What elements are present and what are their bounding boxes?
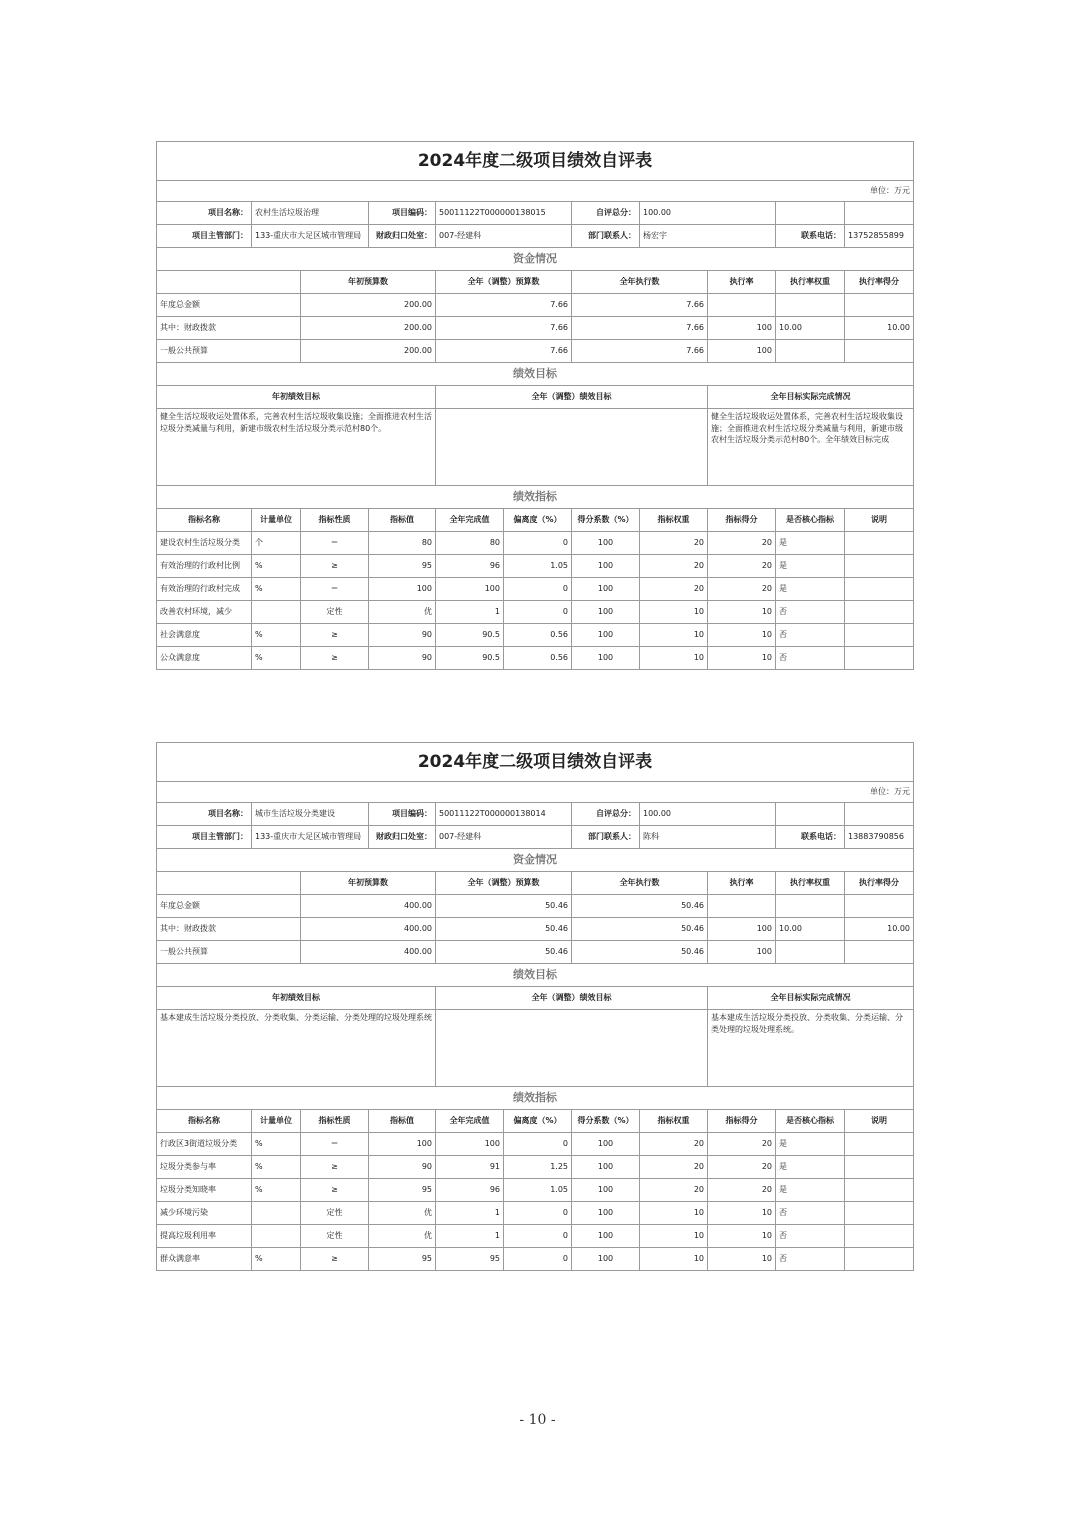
funds-cell xyxy=(845,941,914,964)
indicator-row xyxy=(157,647,914,670)
sheet-title: 2024年度二级项目绩效自评表 xyxy=(157,743,914,782)
funds-header-cell: 执行率得分 xyxy=(845,271,914,294)
indicator-cell xyxy=(845,1179,914,1202)
finance-office-label: 财政归口处室： xyxy=(369,225,436,248)
funds-header-row xyxy=(157,271,914,294)
funds-header-cell: 全年（调整）预算数 xyxy=(436,872,572,895)
indicator-cell: ≥ xyxy=(301,1248,369,1271)
funds-header-cell: 年初预算数 xyxy=(301,271,436,294)
phone-number: 13752855899 xyxy=(845,225,914,248)
indicator-cell: 减少环境污染 xyxy=(157,1202,252,1225)
funds-cell: 7.66 xyxy=(436,294,572,317)
initial-goal-text: 基本建成生活垃圾分类投放、分类收集、分类运输、分类处理的垃圾处理系统 xyxy=(157,1010,436,1087)
funds-cell: 年度总金额 xyxy=(157,895,301,918)
funds-header-cell: 全年（调整）预算数 xyxy=(436,271,572,294)
indicator-cell: 20 xyxy=(640,578,708,601)
indicator-cell: 0 xyxy=(504,532,572,555)
indicator-cell: ≥ xyxy=(301,555,369,578)
indicator-cell: 100 xyxy=(572,647,640,670)
initial-goal-text: 健全生活垃圾收运处置体系，完善农村生活垃圾收集设施；全面推进农村生活垃圾分类减量与利用，新建市级农村生活垃圾分类示范村80个。 xyxy=(157,409,436,486)
funds-cell: 10.00 xyxy=(776,918,845,941)
indicator-cell: 行政区3街道垃圾分类 xyxy=(157,1133,252,1156)
funds-cell: 400.00 xyxy=(301,918,436,941)
indicator-cell: 10 xyxy=(708,601,776,624)
indicator-cell: 100 xyxy=(572,1179,640,1202)
indicator-cell: 公众满意度 xyxy=(157,647,252,670)
indicator-row xyxy=(157,1225,914,1248)
indicator-cell: 10 xyxy=(640,1248,708,1271)
indicator-cell: 100 xyxy=(369,578,436,601)
indicator-row xyxy=(157,1202,914,1225)
indicator-cell: 100 xyxy=(572,555,640,578)
goals-header-row xyxy=(157,386,914,409)
indicator-cell xyxy=(845,1248,914,1271)
indicator-cell: ＝ xyxy=(301,578,369,601)
indicator-cell xyxy=(252,1225,301,1248)
dept-value: 133-重庆市大足区城市管理局 xyxy=(252,826,369,849)
project-info-row xyxy=(157,803,914,826)
indicator-cell: 1.05 xyxy=(504,1179,572,1202)
indicator-cell: 100 xyxy=(572,1248,640,1271)
evaluation-table xyxy=(156,742,914,1271)
funds-cell xyxy=(776,340,845,363)
indicator-cell: 定性 xyxy=(301,1225,369,1248)
indicator-cell xyxy=(845,532,914,555)
indicator-cell: 100 xyxy=(572,1156,640,1179)
goals-section-heading: 绩效目标 xyxy=(157,964,914,987)
evaluation-table xyxy=(156,141,914,670)
indicator-cell: ＝ xyxy=(301,532,369,555)
funds-cell: 100 xyxy=(708,340,776,363)
contact-label: 部门联系人： xyxy=(572,225,640,248)
goals-header-cell: 全年目标实际完成情况 xyxy=(708,987,914,1010)
indicator-row xyxy=(157,1156,914,1179)
indicator-cell: 20 xyxy=(708,1156,776,1179)
indicator-cell: % xyxy=(252,647,301,670)
indicator-cell: 90.5 xyxy=(436,624,504,647)
indicator-cell: 20 xyxy=(640,1179,708,1202)
project-code-label: 项目编码： xyxy=(369,202,436,225)
indicator-cell: 优 xyxy=(369,1202,436,1225)
project-info-row xyxy=(157,202,914,225)
project-code: 50011122T000000138015 xyxy=(436,202,572,225)
indicators-header-cell: 偏离度（%） xyxy=(504,1110,572,1133)
indicator-cell xyxy=(845,1133,914,1156)
funds-cell: 其中：财政拨款 xyxy=(157,317,301,340)
indicator-cell: 20 xyxy=(708,1133,776,1156)
indicator-cell: ≥ xyxy=(301,1179,369,1202)
indicator-cell: 改善农村环境，减少 xyxy=(157,601,252,624)
funds-cell xyxy=(708,895,776,918)
funds-cell xyxy=(845,340,914,363)
indicator-cell: 10 xyxy=(708,1202,776,1225)
dept-label: 项目主管部门： xyxy=(157,826,252,849)
indicators-header-cell: 指标名称 xyxy=(157,509,252,532)
funds-cell: 10.00 xyxy=(845,317,914,340)
goals-header-cell: 年初绩效目标 xyxy=(157,386,436,409)
indicator-row xyxy=(157,1133,914,1156)
indicator-cell: 20 xyxy=(708,1179,776,1202)
indicator-cell: 80 xyxy=(369,532,436,555)
indicator-cell: 100 xyxy=(572,532,640,555)
indicator-cell xyxy=(252,1202,301,1225)
funds-cell: 一般公共预算 xyxy=(157,340,301,363)
indicator-cell: 否 xyxy=(776,601,845,624)
self-score-label: 自评总分： xyxy=(572,202,640,225)
indicator-cell: ＝ xyxy=(301,1133,369,1156)
indicator-cell: 群众满意率 xyxy=(157,1248,252,1271)
indicator-cell: 95 xyxy=(369,1179,436,1202)
indicator-cell: 建设农村生活垃圾分类 xyxy=(157,532,252,555)
indicator-cell: 95 xyxy=(369,555,436,578)
funds-header-cell: 全年执行数 xyxy=(572,872,708,895)
funds-row xyxy=(157,941,914,964)
indicator-row xyxy=(157,1179,914,1202)
project-code: 50011122T000000138014 xyxy=(436,803,572,826)
indicators-section-heading: 绩效指标 xyxy=(157,486,914,509)
adjusted-goal-text xyxy=(436,409,708,486)
indicator-cell: 是 xyxy=(776,532,845,555)
indicator-cell: 是 xyxy=(776,1179,845,1202)
indicator-cell: 100 xyxy=(436,1133,504,1156)
indicator-cell: 20 xyxy=(640,532,708,555)
funds-cell: 10.00 xyxy=(776,317,845,340)
indicator-cell xyxy=(845,1225,914,1248)
funds-cell: 7.66 xyxy=(436,317,572,340)
indicators-header-cell: 计量单位 xyxy=(252,509,301,532)
actual-completion-text: 健全生活垃圾收运处置体系，完善农村生活垃圾收集设施；全面推进农村生活垃圾分类减量与利用，新建市级农村生活垃圾分类示范村80个。全年绩效目标完成 xyxy=(708,409,914,486)
indicator-cell: 96 xyxy=(436,1179,504,1202)
funds-cell: 400.00 xyxy=(301,941,436,964)
indicators-header-cell: 指标权重 xyxy=(640,1110,708,1133)
indicator-cell: 20 xyxy=(708,578,776,601)
indicators-header-cell: 指标名称 xyxy=(157,1110,252,1133)
indicators-header-cell: 说明 xyxy=(845,509,914,532)
goals-section-heading: 绩效目标 xyxy=(157,363,914,386)
indicator-cell: 是 xyxy=(776,1156,845,1179)
indicators-header-cell: 说明 xyxy=(845,1110,914,1133)
indicator-cell: 10 xyxy=(708,624,776,647)
indicator-cell: 1 xyxy=(436,601,504,624)
contact-person: 杨宏宇 xyxy=(640,225,776,248)
funds-cell: 一般公共预算 xyxy=(157,941,301,964)
indicator-cell: 0 xyxy=(504,1248,572,1271)
project-name: 农村生活垃圾治理 xyxy=(252,202,369,225)
indicators-header-cell: 全年完成值 xyxy=(436,509,504,532)
indicator-cell: 90 xyxy=(369,1156,436,1179)
indicator-cell: % xyxy=(252,624,301,647)
indicator-cell: 90.5 xyxy=(436,647,504,670)
department-info-row xyxy=(157,826,914,849)
indicator-cell: 否 xyxy=(776,1202,845,1225)
goals-header-row xyxy=(157,987,914,1010)
indicator-cell: 是 xyxy=(776,1133,845,1156)
indicator-cell: 80 xyxy=(436,532,504,555)
indicator-cell: 100 xyxy=(572,601,640,624)
funds-row xyxy=(157,895,914,918)
dept-value: 133-重庆市大足区城市管理局 xyxy=(252,225,369,248)
funds-cell xyxy=(776,941,845,964)
adjusted-goal-text xyxy=(436,1010,708,1087)
indicator-cell: 垃圾分类参与率 xyxy=(157,1156,252,1179)
unit-label: 单位：万元 xyxy=(157,181,914,202)
indicators-header-cell: 偏离度（%） xyxy=(504,509,572,532)
indicator-cell xyxy=(845,647,914,670)
funds-header-cell: 执行率得分 xyxy=(845,872,914,895)
project-name-label: 项目名称： xyxy=(157,803,252,826)
indicator-cell: 100 xyxy=(369,1133,436,1156)
indicator-cell: 10 xyxy=(640,601,708,624)
funds-header-cell: 年初预算数 xyxy=(301,872,436,895)
indicator-cell: 20 xyxy=(708,555,776,578)
funds-cell: 其中：财政拨款 xyxy=(157,918,301,941)
indicator-cell: 社会满意度 xyxy=(157,624,252,647)
finance-office: 007-经建科 xyxy=(436,225,572,248)
contact-person: 陈科 xyxy=(640,826,776,849)
indicator-cell: 有效治理的行政村完成 xyxy=(157,578,252,601)
indicator-cell: 90 xyxy=(369,624,436,647)
funds-header-cell: 执行率权重 xyxy=(776,872,845,895)
goals-row xyxy=(157,409,914,486)
indicator-cell: 优 xyxy=(369,601,436,624)
indicator-cell: 10 xyxy=(640,1225,708,1248)
goals-header-cell: 全年目标实际完成情况 xyxy=(708,386,914,409)
project-name: 城市生活垃圾分类建设 xyxy=(252,803,369,826)
funds-cell: 100 xyxy=(708,941,776,964)
indicator-cell: 否 xyxy=(776,1248,845,1271)
indicator-cell: % xyxy=(252,1248,301,1271)
indicator-cell: 否 xyxy=(776,1225,845,1248)
indicator-cell xyxy=(845,624,914,647)
funds-cell: 7.66 xyxy=(572,294,708,317)
indicator-cell: 10 xyxy=(708,1248,776,1271)
actual-completion-text: 基本建成生活垃圾分类投放、分类收集、分类运输、分类处理的垃圾处理系统。 xyxy=(708,1010,914,1087)
indicator-cell: 否 xyxy=(776,624,845,647)
indicator-row xyxy=(157,555,914,578)
indicators-header-row xyxy=(157,1110,914,1133)
indicator-cell: 0 xyxy=(504,1225,572,1248)
indicator-cell: 96 xyxy=(436,555,504,578)
funds-cell: 7.66 xyxy=(572,340,708,363)
indicator-cell: % xyxy=(252,1133,301,1156)
funds-header-cell: 全年执行数 xyxy=(572,271,708,294)
indicators-header-row xyxy=(157,509,914,532)
indicator-cell: 95 xyxy=(369,1248,436,1271)
indicator-cell xyxy=(845,555,914,578)
indicator-cell xyxy=(845,578,914,601)
sheet-title: 2024年度二级项目绩效自评表 xyxy=(157,142,914,181)
indicator-cell: 100 xyxy=(572,1225,640,1248)
funds-cell: 100 xyxy=(708,317,776,340)
funds-cell xyxy=(845,895,914,918)
funds-section-heading: 资金情况 xyxy=(157,849,914,872)
project-code-label: 项目编码： xyxy=(369,803,436,826)
indicators-section-heading: 绩效指标 xyxy=(157,1087,914,1110)
indicator-cell: 1 xyxy=(436,1202,504,1225)
indicators-header-cell: 指标值 xyxy=(369,509,436,532)
indicator-cell: 优 xyxy=(369,1225,436,1248)
indicators-header-cell: 是否核心指标 xyxy=(776,1110,845,1133)
indicators-header-cell: 指标得分 xyxy=(708,1110,776,1133)
evaluation-sheet-1 xyxy=(156,141,913,670)
funds-cell xyxy=(708,294,776,317)
indicator-cell: 91 xyxy=(436,1156,504,1179)
indicators-header-cell: 计量单位 xyxy=(252,1110,301,1133)
indicator-cell: 0 xyxy=(504,578,572,601)
funds-header-cell xyxy=(157,872,301,895)
funds-cell xyxy=(845,294,914,317)
indicator-cell: 垃圾分类知晓率 xyxy=(157,1179,252,1202)
indicator-row xyxy=(157,532,914,555)
self-score-label: 自评总分： xyxy=(572,803,640,826)
indicators-header-cell: 指标性质 xyxy=(301,1110,369,1133)
funds-cell: 50.46 xyxy=(572,941,708,964)
dept-label: 项目主管部门： xyxy=(157,225,252,248)
funds-cell: 10.00 xyxy=(845,918,914,941)
funds-cell: 7.66 xyxy=(436,340,572,363)
indicator-cell: 是 xyxy=(776,578,845,601)
indicator-cell: 10 xyxy=(640,624,708,647)
indicators-header-cell: 是否核心指标 xyxy=(776,509,845,532)
indicator-cell: 定性 xyxy=(301,601,369,624)
indicator-cell xyxy=(252,601,301,624)
goals-header-cell: 全年（调整）绩效目标 xyxy=(436,987,708,1010)
indicator-cell: 有效治理的行政村比例 xyxy=(157,555,252,578)
indicator-cell: 定性 xyxy=(301,1202,369,1225)
self-score: 100.00 xyxy=(640,803,776,826)
indicator-cell: 否 xyxy=(776,647,845,670)
indicator-cell: 10 xyxy=(708,1225,776,1248)
funds-cell: 200.00 xyxy=(301,317,436,340)
indicator-cell: 10 xyxy=(640,647,708,670)
indicator-cell: % xyxy=(252,1156,301,1179)
indicator-cell: 100 xyxy=(572,578,640,601)
indicators-header-cell: 得分系数（%） xyxy=(572,1110,640,1133)
indicator-cell: ≥ xyxy=(301,647,369,670)
funds-cell: 200.00 xyxy=(301,340,436,363)
indicator-cell: 1.05 xyxy=(504,555,572,578)
funds-cell: 200.00 xyxy=(301,294,436,317)
indicator-cell: 个 xyxy=(252,532,301,555)
indicator-cell xyxy=(845,1202,914,1225)
funds-header-cell: 执行率 xyxy=(708,872,776,895)
indicator-cell: 20 xyxy=(640,555,708,578)
indicator-cell: ≥ xyxy=(301,624,369,647)
indicator-row xyxy=(157,624,914,647)
indicator-cell: 0.56 xyxy=(504,624,572,647)
indicator-cell: 95 xyxy=(436,1248,504,1271)
indicator-cell: % xyxy=(252,555,301,578)
indicator-cell: 0 xyxy=(504,1202,572,1225)
indicator-cell: 20 xyxy=(640,1156,708,1179)
phone-number: 13883790856 xyxy=(845,826,914,849)
indicators-header-cell: 指标值 xyxy=(369,1110,436,1133)
funds-cell: 7.66 xyxy=(572,317,708,340)
indicators-header-cell: 指标得分 xyxy=(708,509,776,532)
funds-cell: 50.46 xyxy=(436,895,572,918)
funds-section-heading: 资金情况 xyxy=(157,248,914,271)
indicator-cell xyxy=(845,1156,914,1179)
indicators-header-cell: 全年完成值 xyxy=(436,1110,504,1133)
indicator-cell: ≥ xyxy=(301,1156,369,1179)
indicator-row xyxy=(157,1248,914,1271)
funds-cell: 100 xyxy=(708,918,776,941)
phone-label: 联系电话： xyxy=(776,225,845,248)
funds-cell: 年度总金额 xyxy=(157,294,301,317)
indicator-cell: 1.25 xyxy=(504,1156,572,1179)
funds-cell: 50.46 xyxy=(436,941,572,964)
department-info-row xyxy=(157,225,914,248)
phone-label: 联系电话： xyxy=(776,826,845,849)
indicator-cell: 10 xyxy=(708,647,776,670)
funds-row xyxy=(157,294,914,317)
indicator-cell: 100 xyxy=(436,578,504,601)
funds-cell: 400.00 xyxy=(301,895,436,918)
funds-row xyxy=(157,918,914,941)
indicator-row xyxy=(157,601,914,624)
indicator-cell: % xyxy=(252,578,301,601)
indicator-cell xyxy=(845,601,914,624)
funds-header-cell: 执行率权重 xyxy=(776,271,845,294)
indicator-cell: 100 xyxy=(572,1133,640,1156)
funds-row xyxy=(157,317,914,340)
indicators-header-cell: 指标性质 xyxy=(301,509,369,532)
funds-cell: 50.46 xyxy=(572,918,708,941)
goals-header-cell: 全年（调整）绩效目标 xyxy=(436,386,708,409)
indicator-cell: 10 xyxy=(640,1202,708,1225)
page-number: - 10 - xyxy=(519,1412,556,1428)
indicator-cell: 90 xyxy=(369,647,436,670)
indicator-cell: 0.56 xyxy=(504,647,572,670)
indicator-cell: 100 xyxy=(572,1202,640,1225)
unit-label: 单位：万元 xyxy=(157,782,914,803)
funds-header-row xyxy=(157,872,914,895)
indicator-cell: 提高垃圾利用率 xyxy=(157,1225,252,1248)
project-name-label: 项目名称： xyxy=(157,202,252,225)
funds-cell xyxy=(776,895,845,918)
funds-cell: 50.46 xyxy=(436,918,572,941)
indicator-cell: 是 xyxy=(776,555,845,578)
self-score: 100.00 xyxy=(640,202,776,225)
funds-cell xyxy=(776,294,845,317)
funds-header-cell xyxy=(157,271,301,294)
finance-office-label: 财政归口处室： xyxy=(369,826,436,849)
indicator-row xyxy=(157,578,914,601)
indicator-cell: 100 xyxy=(572,624,640,647)
indicator-cell: 20 xyxy=(640,1133,708,1156)
indicators-header-cell: 指标权重 xyxy=(640,509,708,532)
indicator-cell: % xyxy=(252,1179,301,1202)
funds-header-cell: 执行率 xyxy=(708,271,776,294)
indicators-header-cell: 得分系数（%） xyxy=(572,509,640,532)
finance-office: 007-经建科 xyxy=(436,826,572,849)
funds-cell: 50.46 xyxy=(572,895,708,918)
goals-row xyxy=(157,1010,914,1087)
goals-header-cell: 年初绩效目标 xyxy=(157,987,436,1010)
indicator-cell: 0 xyxy=(504,601,572,624)
indicator-cell: 0 xyxy=(504,1133,572,1156)
evaluation-sheet-2 xyxy=(156,742,913,1271)
indicator-cell: 20 xyxy=(708,532,776,555)
indicator-cell: 1 xyxy=(436,1225,504,1248)
contact-label: 部门联系人： xyxy=(572,826,640,849)
funds-row xyxy=(157,340,914,363)
